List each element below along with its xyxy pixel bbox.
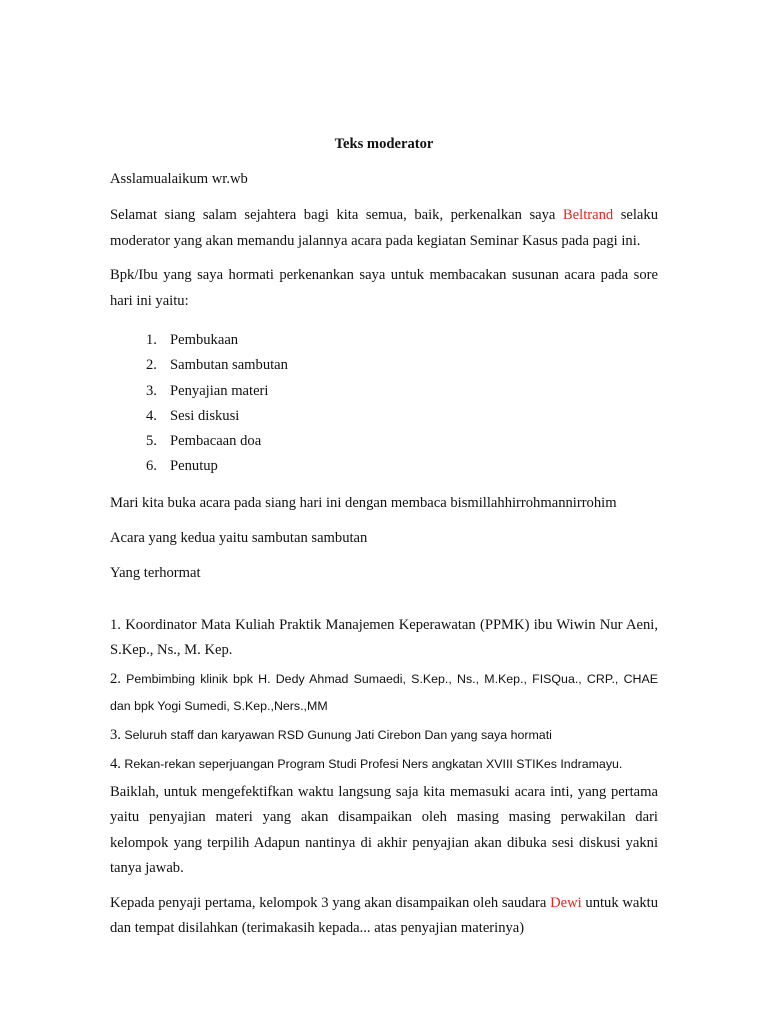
agenda-text: Pembukaan bbox=[170, 332, 239, 348]
presenter-text-before: Kepada penyaji pertama, kelompok 3 yang akan disampaikan oleh saudara bbox=[110, 894, 551, 911]
honoree-text: Koordinator Mata Kuliah Praktik Manajemen Keperawatan (PPMK) ibu Wiwin Nur Aeni, S.Kep., Ns., M. Kep. bbox=[110, 616, 658, 659]
opening-paragraph: Mari kita buka acara pada siang hari ini dengan membaca bismillahhirrohmannirrohim bbox=[110, 494, 617, 511]
agenda-item bbox=[110, 379, 658, 404]
agenda-text: Sambutan sambutan bbox=[170, 357, 288, 374]
honoree-text: Rekan-rekan seperjuangan Program Studi Profesi Ners angkatan XVIII STIKes Indramayu. bbox=[124, 756, 623, 771]
honoree-text: Seluruh staff dan karyawan RSD Gunung Jati Cirebon Dan yang saya hormati bbox=[124, 727, 552, 742]
first-presenter-paragraph bbox=[110, 891, 658, 942]
agenda-number: 2. bbox=[146, 357, 157, 374]
honoree-number: 4. bbox=[110, 755, 121, 772]
honored-heading: Yang terhormat bbox=[110, 564, 201, 581]
honoree-item bbox=[110, 722, 658, 749]
main-session-paragraph: Baiklah, untuk mengefektifkan waktu langsung saja kita memasuki acara inti, yang pertama yaitu penyajian materi yang akan disampaikan oleh masing masing perwakilan dari kelompok yang terpilih Adapun nantinya di akhir penyajian akan dibuka sesi diskusi yakni tanya jawab. bbox=[110, 783, 658, 877]
honoree-number: 2. bbox=[110, 670, 121, 687]
document-page bbox=[110, 134, 658, 951]
document-title: Teks moderator bbox=[334, 136, 434, 152]
honoree-item bbox=[110, 666, 658, 720]
honoree-number: 1. bbox=[110, 616, 121, 633]
presenter-name: Dewi bbox=[550, 894, 582, 911]
honoree-item bbox=[110, 751, 658, 778]
second-agenda-paragraph: Acara yang kedua yaitu sambutan sambutan bbox=[110, 529, 368, 546]
presenter-text-after: untuk waktu dan tempat disilahkan (terimakasih kepada... atas penyajian materinya) bbox=[110, 894, 658, 937]
honoree-text: Pembimbing klinik bpk H. Dedy Ahmad Sumaedi, S.Kep., Ns., M.Kep., FISQua., CRP., CHAE dan bpk Yogi Sumedi, S.Kep.,Ners.,MM bbox=[110, 671, 658, 713]
agenda-number: 4. bbox=[146, 407, 157, 424]
agenda-number: 5. bbox=[146, 433, 157, 450]
honoree-number: 3. bbox=[110, 726, 121, 743]
spacer bbox=[110, 597, 658, 613]
intro-paragraph bbox=[110, 203, 658, 254]
agenda-number: 1. bbox=[146, 332, 157, 348]
honoree-item bbox=[110, 613, 658, 664]
agenda-text: Sesi diskusi bbox=[170, 407, 240, 424]
greeting: Asslamualaikum wr.wb bbox=[110, 171, 248, 187]
agenda-number: 3. bbox=[146, 382, 157, 399]
agenda-text: Penyajian materi bbox=[170, 382, 269, 399]
intro-text-before: Selamat siang salam sejahtera bagi kita semua, baik, perkenalkan saya bbox=[110, 207, 563, 223]
agenda-item bbox=[110, 404, 658, 429]
agenda-item bbox=[110, 353, 658, 378]
agenda-item bbox=[110, 328, 658, 353]
moderator-name: Beltrand bbox=[562, 207, 614, 223]
agenda-text: Penutup bbox=[170, 458, 218, 475]
agenda-text: Pembacaan doa bbox=[170, 433, 262, 450]
intro-text-after: selaku moderator yang akan memandu jalannya acara pada kegiatan Seminar Kasus pada pagi ini. bbox=[110, 207, 658, 249]
agenda-number: 6. bbox=[146, 458, 157, 475]
agenda-item bbox=[110, 454, 658, 479]
agenda-item bbox=[110, 429, 658, 454]
agenda-list bbox=[110, 328, 658, 480]
respect-paragraph: Bpk/Ibu yang saya hormati perkenankan saya untuk membacakan susunan acara pada sore hari ini yaitu: bbox=[110, 267, 658, 309]
